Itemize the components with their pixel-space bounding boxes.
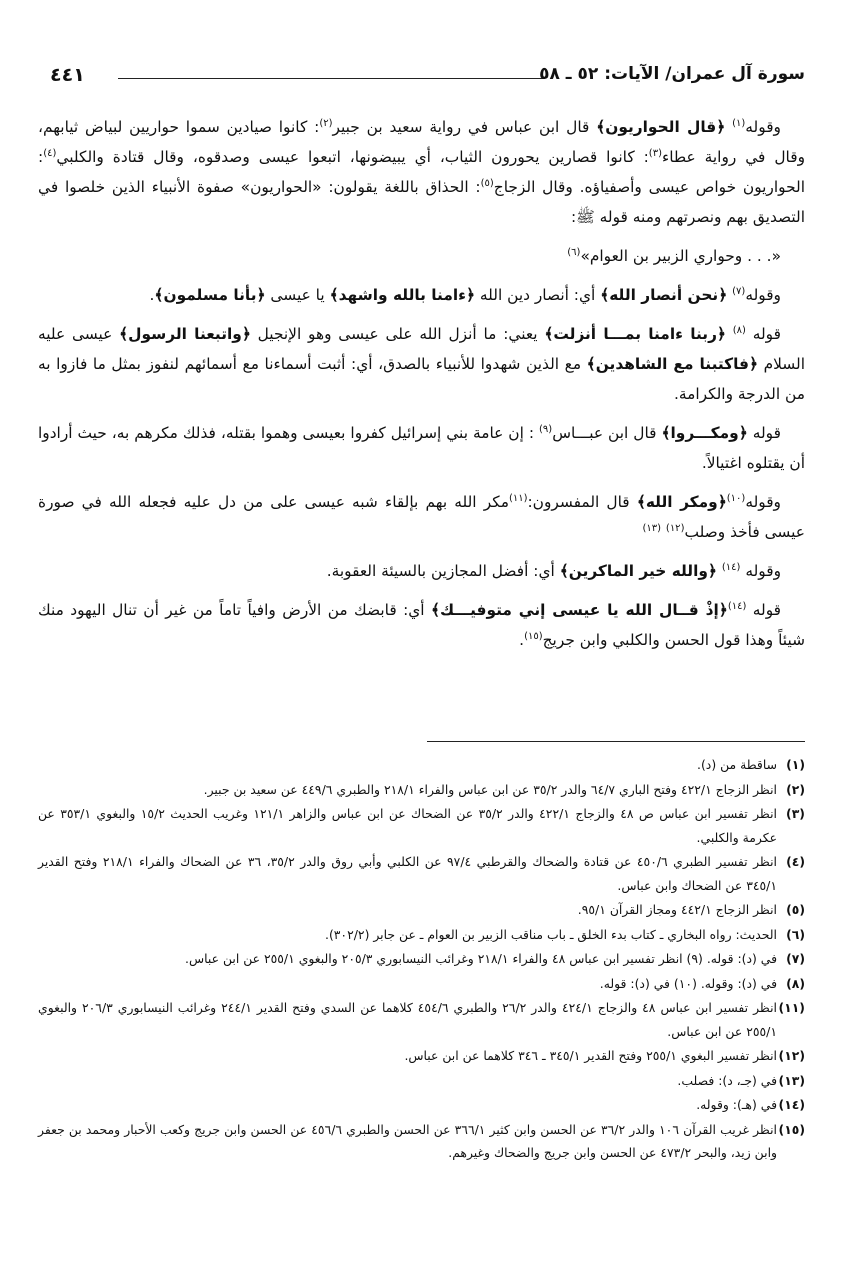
text: قال ابن عبـــاس — [552, 424, 662, 442]
footnote-text: في (د): قوله. (٩) انظر تفسير ابن عباس ٤٨ والفراء ٢١٨/١ وغرائب النيسابوري ٢٠٥/٣ والبغوي ٢٥٥/١ عن ابن عباس. — [185, 951, 777, 966]
footnote — [38, 778, 805, 802]
footnote-text: انظر الزجاج ٤٤٢/١ ومجاز القرآن ٩٥/١. — [577, 902, 777, 917]
footnote — [38, 923, 805, 947]
paragraph-8 — [38, 595, 805, 655]
footnote-number: (١٤) — [778, 1097, 805, 1112]
main-text — [38, 112, 805, 664]
quran-quote: ﴿ءامنا بالله واشهد﴾ — [329, 286, 476, 304]
quran-quote: ﴿ومكر الله﴾ — [636, 493, 727, 511]
page-header — [40, 64, 805, 94]
quran-quote: ﴿إذْ قــال الله يا عيسى إني متوفيـــك﴾ — [430, 601, 728, 619]
text: قوله — [745, 325, 781, 343]
paragraph-7 — [38, 556, 805, 586]
text: وقوله — [745, 286, 781, 304]
footnote-number: (١٢) — [778, 1048, 805, 1063]
footnote-ref: (١٤) — [727, 600, 747, 612]
text: يا عيسى — [265, 286, 330, 304]
footnote — [38, 1044, 805, 1068]
text: أي: أنصار دين الله — [475, 286, 601, 304]
footnote-text: انظر غريب القرآن ١٠٦ والدر ٣٦/٢ عن الحسن وابن كثير ٣٦٦/١ عن الحسن والطبري ٤٥٦/٦ عن الحسن وابن جريج وكعب الأحبار ومحمد بن جعفر وابن زيد، والبحر ٤٧٣/٢ عن الحسن وابن جريج والضحاك وغيرهم. — [38, 1121, 777, 1160]
text: «. . . وحواري الزبير بن العوام» — [580, 247, 781, 265]
running-head: سورة آل عمران/ الآيات: ٥٢ ـ ٥٨ — [539, 64, 805, 84]
footnote-ref: (١٢) — [665, 522, 685, 534]
paragraph-5 — [38, 418, 805, 478]
text: مع الذين شهدوا للأنبياء بالصدق، أي: أثبت أسماءنا مع أسمائهم لنفوز بمثل ما فازوا به من الدرجة والكرامة. — [38, 355, 805, 403]
footnote — [38, 1118, 805, 1165]
footnote-number: (٦) — [786, 926, 805, 942]
footnote-ref: (١٣) — [642, 522, 661, 534]
text: : إن عامة بني إسرائيل كفروا بعيسى وهموا بقتله، فذلك مكرهم به، حيث أرادوا أن يقتلوه اغتيالاً. — [38, 424, 805, 472]
footnote — [38, 972, 805, 996]
footnote-number: (٣) — [786, 806, 805, 821]
footnote-text: انظر تفسير الطبري ٤٥٠/٦ عن قتادة والضحاك والقرطبي ٩٧/٤ عن الكلبي وأبي روق والدر ٣٥/٢، ٣٦ عن الضحاك والفراء ٢١٨/١ وفتح القدير ٣٤٥/١ عن الضحاك وابن عباس. — [38, 854, 777, 893]
footnote-text: انظر الزجاج ٤٢٢/١ وفتح الباري ٦٤/٧ والدر ٣٥/٢ عن ابن عباس والفراء ٢١٨/١ والطبري ٤٤٩/٦ عن سعيد بن جبير. — [203, 781, 777, 797]
text: أي: أفضل المجازين بالسيئة العقوبة. — [326, 562, 560, 580]
text: قال ابن عباس في رواية سعيد بن جبير — [332, 118, 597, 136]
footnote — [38, 802, 805, 849]
footnote-number: (٤) — [786, 854, 805, 869]
footnote-ref: (٣) — [648, 147, 662, 159]
quran-quote: ﴿والله خير الماكرين﴾ — [559, 562, 717, 580]
quran-quote: ﴿ربنا ءامنا بمـــا أنزلت﴾ — [544, 325, 726, 343]
footnote-text: انظر تفسير البغوي ٢٥٥/١ وفتح القدير ٣٤٥/١ ـ ٣٤٦ كلاهما عن ابن عباس. — [404, 1048, 777, 1063]
text: وقوله — [745, 118, 781, 136]
footnote-text: انظر تفسير ابن عباس ٤٨ والزجاج ٤٢٤/١ والدر ٢٦/٢ والطبري ٤٥٤/٦ كلاهما عن السدي وفتح القدير ٢٤٤/١ وغرائب النيسابوري ٢٠٦/٣ والبغوي ٢٥٥/١ عن ابن عباس. — [38, 1000, 777, 1039]
paragraph-1 — [38, 112, 805, 232]
footnote-ref: (٥) — [480, 177, 494, 189]
hadith-quote — [38, 241, 805, 271]
text: : الحواريون خواص عيسى وأصفياؤه. وقال الزجاج — [38, 148, 805, 196]
footnote — [38, 898, 805, 922]
footnotes — [38, 753, 805, 1166]
text: عيسى عليه السلام — [38, 325, 805, 373]
footnote-text: في (د): وقوله. (١٠) في (د): قوله. — [599, 975, 777, 991]
text: : كانوا صيادين سموا حواريين لبياض ثيابهم، وقال في رواية عطاء — [38, 118, 805, 166]
text: وقوله — [740, 562, 781, 580]
footnote-ref: (١) — [732, 117, 746, 129]
footnote-ref: (١٠) — [726, 492, 746, 504]
text: قوله — [747, 424, 781, 442]
text: . — [149, 286, 155, 304]
text: مكر الله بهم بإلقاء شبه عيسى على من دل عليه فجعله الله في صورة عيسى فأخذ وصلب — [38, 493, 805, 541]
quran-quote: ﴿فاكتبنا مع الشاهدين﴾ — [586, 355, 758, 373]
footnote-ref: (٦) — [567, 246, 581, 258]
footnote — [38, 850, 805, 897]
footnote-ref: (٤) — [43, 147, 57, 159]
footnote-number: (١) — [786, 757, 805, 772]
footnote-text: في (هـ): وقوله. — [696, 1097, 777, 1112]
footnote — [38, 753, 805, 777]
footnote-ref: (١١) — [508, 492, 528, 504]
text: قال المفسرون: — [527, 493, 637, 511]
page-number: ٤٤١ — [50, 64, 85, 86]
footnote — [38, 1093, 805, 1117]
footnote-ref: (٧) — [732, 285, 746, 297]
paragraph-6 — [38, 487, 805, 547]
footnote-number: (٢) — [786, 781, 805, 797]
quran-quote: ﴿واتبعنا الرسول﴾ — [119, 325, 251, 343]
quran-quote: ﴿بأنا مسلمون﴾ — [154, 286, 266, 304]
footnote-text: في (جـ، د): فصلب. — [677, 1072, 777, 1088]
footnote-number: (١٣) — [778, 1072, 805, 1088]
footnote-text: انظر تفسير ابن عباس ص ٤٨ والزجاج ٤٢٢/١ والدر ٣٥/٢ عن الضحاك عن ابن عباس والزاهر ١٢١/١ وغريب الحديث ١٥/٢ والبغوي ٣٥٣/١ عن عكرمة والكلبي. — [38, 806, 777, 845]
text: : كانوا قصارين يحورون الثياب، أي يبيضونها، اتبعوا عيسى وصدقوه، وقال قتادة والكلبي — [56, 148, 649, 166]
quran-quote: ﴿قال الحواريون﴾ — [596, 118, 726, 136]
header-rule — [118, 78, 545, 79]
text: أي: قابضك من الأرض وافياً تاماً من غير أن تنال اليهود منك شيئاً وهذا قول الحسن والكلبي وابن جريج — [38, 601, 805, 649]
footnote-ref: (٨) — [732, 324, 746, 336]
footnote-number: (١١) — [778, 1000, 805, 1015]
footnote-separator — [427, 741, 805, 742]
text: قوله — [746, 601, 782, 619]
footnote-number: (٥) — [786, 902, 805, 917]
quran-quote: ﴿نحن أنصار الله﴾ — [600, 286, 728, 304]
footnote-number: (١٥) — [778, 1121, 805, 1137]
footnote-text: الحديث: رواه البخاري ـ كتاب بدء الخلق ـ باب مناقب الزبير بن العوام ـ عن جابر (٣٠٢/٢). — [325, 926, 777, 942]
paragraph-4 — [38, 319, 805, 409]
footnote — [38, 947, 805, 971]
footnote-number: (٨) — [786, 975, 805, 991]
footnote — [38, 996, 805, 1043]
footnote-ref: (٩) — [539, 423, 553, 435]
footnote — [38, 1069, 805, 1093]
footnote-number: (٧) — [786, 951, 805, 966]
text: وقوله — [745, 493, 781, 511]
footnote-ref: (١٤) — [721, 561, 741, 573]
paragraph-3 — [38, 280, 805, 310]
footnote-ref: (١٥) — [524, 630, 543, 642]
text: . — [519, 631, 525, 649]
text: : الحذاق باللغة يقولون: «الحواريون» صفوة الأنبياء الذين خلصوا في التصديق بهم ونصرتهم ومنه قوله ﷺ: — [38, 178, 805, 226]
quran-quote: ﴿ومكـــروا﴾ — [661, 424, 748, 442]
footnote-ref: (٢) — [319, 117, 333, 129]
text: يعني: ما أنزل الله على عيسى وهو الإنجيل — [250, 325, 545, 343]
footnote-text: ساقطة من (د). — [697, 757, 777, 772]
